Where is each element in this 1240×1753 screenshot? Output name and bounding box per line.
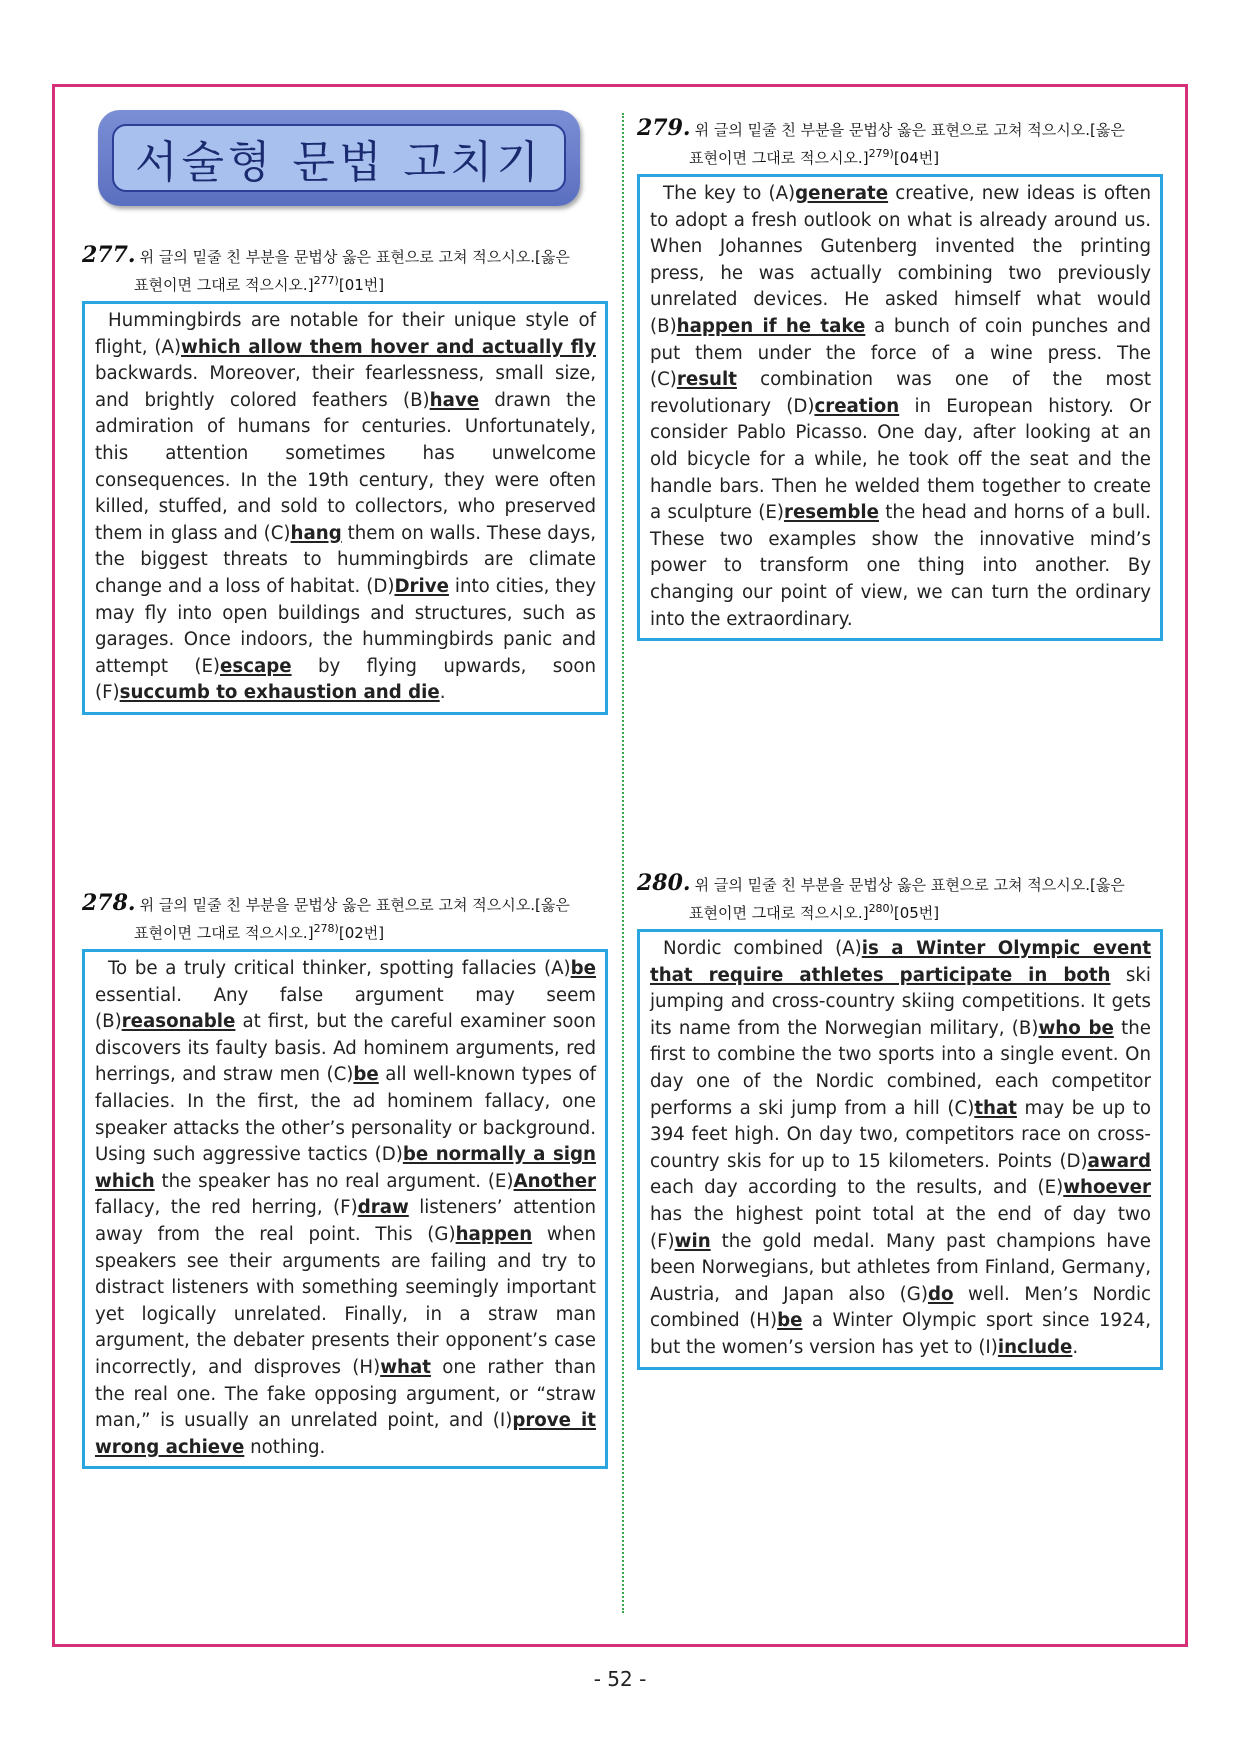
instruction-line2: 표현이면 그대로 적으시오.] bbox=[689, 149, 869, 167]
underlined-blank: hang bbox=[290, 522, 342, 544]
passage-text: may be up to 394 feet high. On day two, competitors race on cross-country skis for up to 15 kilometers. Points (D) bbox=[650, 1097, 1151, 1172]
passage-text: when speakers see their arguments are failing and try to distract listeners with something seemingly important yet logically unrelated. Finally, in a straw man argument, the debater presents their opponent’s case incorrectly, and disproves (H) bbox=[95, 1223, 596, 1378]
instruction-line1: 위 글의 밑줄 친 부분을 문법상 옳은 표현으로 고쳐 적으시오.[옳은 bbox=[139, 896, 570, 914]
passage-text: well. Men’s Nordic combined (H) bbox=[650, 1283, 1152, 1332]
passage-text: ski jumping and cross-country skiing competitions. It gets its name from the Norwegian military, (B) bbox=[650, 964, 1151, 1039]
underlined-blank: Another bbox=[513, 1170, 596, 1192]
underlined-blank: whoever bbox=[1063, 1177, 1151, 1199]
question-ref: 279) bbox=[868, 147, 894, 160]
passage-box bbox=[82, 301, 608, 715]
page-title: 서술형 문법 고치기 bbox=[134, 137, 543, 188]
question-279 bbox=[637, 117, 1163, 641]
title-inner bbox=[112, 124, 566, 192]
question-header bbox=[82, 244, 608, 297]
underlined-blank: Drive bbox=[394, 575, 449, 597]
underlined-blank: draw bbox=[357, 1197, 409, 1219]
underlined-blank: be normally a sign which bbox=[95, 1144, 596, 1192]
underlined-blank: resemble bbox=[783, 502, 879, 524]
passage-text: at first, but the careful examiner soon discovers its faulty basis. Ad hominem arguments, red herrings, and straw men (C) bbox=[95, 1011, 596, 1086]
passage-box bbox=[637, 174, 1163, 641]
underlined-blank: creation bbox=[814, 395, 900, 417]
question-ref: 277) bbox=[313, 274, 339, 287]
instruction-line2: 표현이면 그대로 적으시오.] bbox=[134, 924, 314, 942]
question-tag: [04번] bbox=[893, 149, 940, 167]
question-tag: [05번] bbox=[893, 904, 940, 922]
underlined-blank: which allow them hover and actually fly bbox=[181, 336, 596, 358]
instruction-line1: 위 글의 밑줄 친 부분을 문법상 옳은 표현으로 고쳐 적으시오.[옳은 bbox=[694, 121, 1125, 139]
passage-text: a Winter Olympic sport since 1924, but the women’s version has yet to (I) bbox=[650, 1310, 1151, 1358]
question-ref: 278) bbox=[313, 922, 339, 935]
instruction-line1: 위 글의 밑줄 친 부분을 문법상 옳은 표현으로 고쳐 적으시오.[옳은 bbox=[139, 248, 570, 266]
passage-text: nothing. bbox=[244, 1436, 326, 1458]
passage-text: . bbox=[1072, 1336, 1079, 1358]
underlined-blank: win bbox=[674, 1230, 711, 1252]
passage-text: has the highest point total at the end of day two (F) bbox=[650, 1203, 1151, 1252]
underlined-blank: what bbox=[380, 1356, 431, 1378]
title-badge bbox=[98, 110, 580, 206]
passage-text: Hummingbirds are notable for their unique style of flight, (A) bbox=[95, 310, 596, 358]
passage-text: all well-known types of fallacies. In the first, the ad hominem fallacy, one speaker attacks the other’s personality or background. Using such aggressive tactics (D) bbox=[95, 1064, 596, 1166]
instruction-line1: 위 글의 밑줄 친 부분을 문법상 옳은 표현으로 고쳐 적으시오.[옳은 bbox=[694, 876, 1125, 894]
underlined-blank: is a Winter Olympic event that require athletes participate in both bbox=[650, 938, 1152, 986]
question-number: 278. bbox=[82, 890, 136, 916]
underlined-blank: happen if he take bbox=[676, 315, 866, 337]
passage-box bbox=[82, 949, 608, 1469]
passage-text: fallacy, the red herring, (F) bbox=[95, 1197, 358, 1219]
passage-box bbox=[637, 929, 1163, 1370]
passage-text: Nordic combined (A) bbox=[663, 938, 862, 959]
passage-text: creative, new ideas is often to adopt a fresh outlook on what is already around us. When Johannes Gutenberg invented the printing press, he was actually combining two previously unrelated devices. He asked himself what would (B) bbox=[650, 183, 1151, 337]
underlined-blank: who be bbox=[1038, 1017, 1114, 1039]
underlined-blank: be bbox=[570, 958, 596, 979]
question-header bbox=[637, 872, 1163, 925]
underlined-blank: do bbox=[927, 1283, 954, 1305]
question-280 bbox=[637, 872, 1163, 1370]
underlined-blank: be bbox=[777, 1310, 803, 1332]
page-number: - 52 - bbox=[593, 1667, 647, 1691]
underlined-blank: succumb to exhaustion and die bbox=[119, 682, 440, 704]
passage-text: in European history. Or consider Pablo Picasso. One day, after looking at an old bicycle for a while, he took off the seat and the handle bars. Then he welded them together to create a sculpture (E) bbox=[650, 395, 1151, 524]
underlined-blank: result bbox=[676, 369, 737, 391]
passage-text: the gold medal. Many past champions have been Norwegians, but athletes from Finland, Germany, Austria, and Japan also (G) bbox=[650, 1230, 1151, 1305]
underlined-blank: escape bbox=[220, 655, 292, 677]
question-number: 277. bbox=[82, 242, 136, 268]
underlined-blank: prove it wrong achieve bbox=[95, 1410, 596, 1458]
passage-text: listeners’ attention away from the real point. This (G) bbox=[95, 1197, 596, 1245]
question-277 bbox=[82, 244, 608, 715]
passage-text: . bbox=[439, 682, 446, 704]
question-header bbox=[82, 892, 608, 945]
passage-text: To be a truly critical thinker, spotting fallacies (A) bbox=[108, 958, 571, 979]
passage-text: a bunch of coin punches and put them under the force of a wine press. The (C) bbox=[650, 315, 1151, 391]
underlined-blank: generate bbox=[795, 183, 889, 204]
passage-text: the first to combine the two sports into a single event. On day one of the Nordic combined, each competitor performs a ski jump from a hill (C) bbox=[650, 1017, 1151, 1119]
passage-text: by flying upwards, soon (F) bbox=[95, 655, 596, 704]
underlined-blank: reasonable bbox=[121, 1011, 236, 1033]
instruction-line2: 표현이면 그대로 적으시오.] bbox=[134, 276, 314, 294]
question-number: 279. bbox=[637, 115, 691, 141]
underlined-blank: have bbox=[429, 389, 480, 411]
passage-text: backwards. Moreover, their fearlessness, small size, and brightly colored feathers (B) bbox=[95, 363, 596, 411]
underlined-blank: include bbox=[997, 1336, 1073, 1358]
instruction-line2: 표현이면 그대로 적으시오.] bbox=[689, 904, 869, 922]
underlined-blank: be bbox=[353, 1064, 379, 1086]
passage-text: the speaker has no real argument. (E) bbox=[154, 1170, 514, 1192]
passage-text: combination was one of the most revolutionary (D) bbox=[650, 369, 1151, 417]
underlined-blank: award bbox=[1087, 1150, 1151, 1172]
passage-text: The key to (A) bbox=[663, 183, 796, 204]
question-number: 280. bbox=[637, 870, 691, 896]
passage-text: each day according to the results, and (E) bbox=[650, 1177, 1064, 1199]
question-ref: 280) bbox=[868, 902, 894, 915]
passage-text: drawn the admiration of humans for centuries. Unfortunately, this attention sometimes has unwelcome consequences. In the 19th century, they were often killed, stuffed, and sold to collectors, who preserved them in glass and (C) bbox=[95, 389, 597, 544]
question-tag: [02번] bbox=[338, 924, 385, 942]
question-278 bbox=[82, 892, 608, 1469]
underlined-blank: happen bbox=[455, 1223, 533, 1245]
passage-text: into cities, they may fly into open buildings and structures, such as garages. Once indoors, the hummingbirds panic and attempt (E) bbox=[95, 575, 596, 677]
passage-text: one rather than the real one. The fake opposing argument, or “straw man,” is usually an unrelated point, and (I) bbox=[95, 1356, 597, 1432]
underlined-blank: that bbox=[974, 1097, 1017, 1119]
question-header bbox=[637, 117, 1163, 170]
passage-text: them on walls. These days, the biggest threats to hummingbirds are climate change and a loss of habitat. (D) bbox=[95, 522, 597, 597]
question-tag: [01번] bbox=[338, 276, 385, 294]
column-divider bbox=[622, 113, 624, 1613]
passage-text: the head and horns of a bull. These two examples show the innovative mind’s power to transform one thing into another. By changing our point of view, we can turn the ordinary into the extraordinary. bbox=[650, 502, 1152, 630]
passage-text: essential. Any false argument may seem (B) bbox=[95, 984, 596, 1033]
